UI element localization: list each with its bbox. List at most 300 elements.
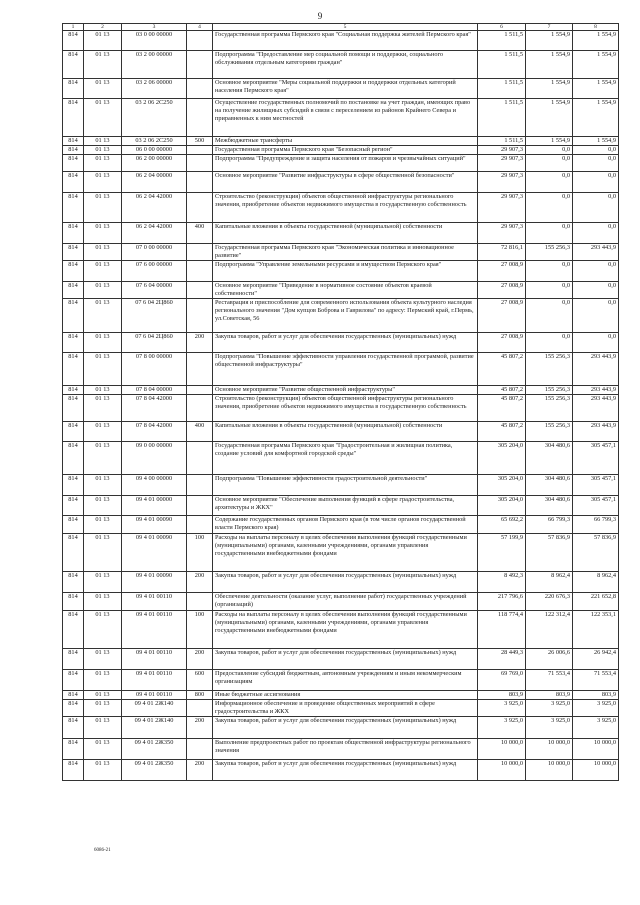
cell-name: Закупка товаров, работ и услуг для обеспечения государственных (муниципальных) нужд	[213, 649, 478, 670]
cell-target-article: 07 8 00 00000	[122, 353, 187, 386]
cell-target-article: 09 4 01 2Ж350	[122, 739, 187, 760]
cell-amount-year3: 71 553,4	[573, 670, 619, 691]
cell-amount-year3: 293 443,9	[573, 244, 619, 261]
cell-amount-year2: 304 480,6	[526, 475, 573, 496]
table-row	[63, 386, 619, 395]
cell-amount-year2: 0,0	[526, 299, 573, 333]
cell-target-article: 07 6 04 00000	[122, 282, 187, 299]
cell-department: 814	[63, 333, 84, 353]
cell-name: Закупка товаров, работ и услуг для обеспечения государственных (муниципальных) нужд	[213, 333, 478, 353]
cell-amount-year2: 1 554,9	[526, 51, 573, 79]
table-row	[63, 739, 619, 760]
cell-department: 814	[63, 516, 84, 534]
cell-amount-year1: 1 511,5	[478, 31, 526, 51]
table-row	[63, 261, 619, 282]
cell-department: 814	[63, 299, 84, 333]
cell-name: Основное мероприятие "Обеспечение выполнения функций в сфере градостроительства, архитектуры и ЖКХ"	[213, 496, 478, 516]
cell-amount-year1: 1 511,5	[478, 51, 526, 79]
table-row	[63, 146, 619, 155]
cell-department: 814	[63, 593, 84, 611]
cell-department: 814	[63, 244, 84, 261]
cell-target-article: 07 6 04 2Ц860	[122, 299, 187, 333]
table-row	[63, 223, 619, 244]
cell-expense-type	[187, 739, 213, 760]
cell-name: Государственная программа Пермского края "Градостроительная и жилищная политика, создание условий для комфортной городской среды"	[213, 442, 478, 475]
cell-name: Расходы на выплаты персоналу в целях обеспечения выполнения функций государственными (муниципальными) органами, казенными учреждениями, органами управления государственными внебюджетными фондами	[213, 611, 478, 649]
cell-name: Основное мероприятие "Приведение в нормативное состояние объектов краевой собственности"	[213, 282, 478, 299]
table-row	[63, 422, 619, 442]
cell-name: Расходы на выплаты персоналу в целях обеспечения выполнения функций государственными (муниципальными) органами, казенными учреждениями, органами управления государственными внебюджетными фондами	[213, 534, 478, 572]
cell-expense-type	[187, 700, 213, 717]
cell-amount-year1: 305 204,0	[478, 496, 526, 516]
cell-expense-type	[187, 282, 213, 299]
cell-section: 01 13	[84, 496, 122, 516]
table-row	[63, 593, 619, 611]
cell-expense-type	[187, 146, 213, 155]
cell-expense-type	[187, 442, 213, 475]
cell-amount-year2: 0,0	[526, 172, 573, 193]
cell-name: Иные бюджетные ассигнования	[213, 691, 478, 700]
cell-amount-year1: 27 008,9	[478, 282, 526, 299]
cell-expense-type: 800	[187, 691, 213, 700]
cell-section: 01 13	[84, 137, 122, 146]
cell-amount-year3: 122 353,1	[573, 611, 619, 649]
cell-section: 01 13	[84, 649, 122, 670]
table-row	[63, 691, 619, 700]
page-number: 9	[317, 11, 323, 21]
cell-amount-year1: 3 925,0	[478, 700, 526, 717]
table-row	[63, 155, 619, 172]
table-row	[63, 670, 619, 691]
cell-amount-year1: 10 000,0	[478, 760, 526, 781]
cell-name: Подпрограмма "Повышение эффективности градостроительной деятельности"	[213, 475, 478, 496]
cell-amount-year2: 220 676,3	[526, 593, 573, 611]
cell-section: 01 13	[84, 146, 122, 155]
cell-section: 01 13	[84, 395, 122, 422]
column-header: 1	[63, 24, 84, 31]
cell-target-article: 09 4 01 00110	[122, 593, 187, 611]
cell-expense-type: 500	[187, 137, 213, 146]
cell-amount-year3: 0,0	[573, 333, 619, 353]
cell-target-article: 09 0 00 00000	[122, 442, 187, 475]
cell-section: 01 13	[84, 299, 122, 333]
cell-amount-year1: 45 807,2	[478, 386, 526, 395]
cell-section: 01 13	[84, 193, 122, 223]
cell-section: 01 13	[84, 572, 122, 593]
cell-target-article: 06 0 00 00000	[122, 146, 187, 155]
cell-section: 01 13	[84, 353, 122, 386]
cell-name: Выполнение предпроектных работ по проектам общественной инфраструктуры регионального значения	[213, 739, 478, 760]
cell-amount-year3: 0,0	[573, 193, 619, 223]
cell-name: Закупка товаров, работ и услуг для обеспечения государственных (муниципальных) нужд	[213, 572, 478, 593]
cell-section: 01 13	[84, 611, 122, 649]
cell-section: 01 13	[84, 155, 122, 172]
cell-amount-year2: 71 553,4	[526, 670, 573, 691]
table-row	[63, 717, 619, 739]
cell-target-article: 03 0 00 00000	[122, 31, 187, 51]
table-row	[63, 700, 619, 717]
cell-amount-year3: 10 000,0	[573, 760, 619, 781]
cell-name: Основное мероприятие "Развитие инфраструктуры в сфере общественной безопасности"	[213, 172, 478, 193]
cell-amount-year1: 28 449,3	[478, 649, 526, 670]
cell-department: 814	[63, 137, 84, 146]
cell-amount-year1: 217 796,6	[478, 593, 526, 611]
cell-section: 01 13	[84, 475, 122, 496]
cell-amount-year1: 803,9	[478, 691, 526, 700]
cell-section: 01 13	[84, 223, 122, 244]
cell-expense-type	[187, 475, 213, 496]
cell-expense-type	[187, 99, 213, 137]
cell-department: 814	[63, 442, 84, 475]
cell-amount-year2: 1 554,9	[526, 79, 573, 99]
cell-amount-year3: 0,0	[573, 282, 619, 299]
cell-amount-year2: 1 554,9	[526, 137, 573, 146]
cell-department: 814	[63, 700, 84, 717]
table-row	[63, 333, 619, 353]
cell-amount-year3: 305 457,1	[573, 496, 619, 516]
cell-target-article: 09 4 01 00110	[122, 691, 187, 700]
cell-section: 01 13	[84, 700, 122, 717]
table-row	[63, 353, 619, 386]
cell-department: 814	[63, 739, 84, 760]
cell-amount-year2: 26 006,6	[526, 649, 573, 670]
cell-target-article: 09 4 01 2Ж140	[122, 700, 187, 717]
cell-name: Межбюджетные трансферты	[213, 137, 478, 146]
cell-section: 01 13	[84, 282, 122, 299]
cell-section: 01 13	[84, 717, 122, 739]
cell-amount-year2: 803,9	[526, 691, 573, 700]
cell-expense-type	[187, 395, 213, 422]
table-row	[63, 282, 619, 299]
cell-name: Государственная программа Пермского края "Экономическая политика и инновационное развитие"	[213, 244, 478, 261]
cell-name: Содержание государственных органов Пермского края (в том числе органов государственной власти Пермского края)	[213, 516, 478, 534]
cell-section: 01 13	[84, 244, 122, 261]
cell-department: 814	[63, 353, 84, 386]
cell-target-article: 03 2 06 00000	[122, 79, 187, 99]
cell-target-article: 07 6 04 2Ц860	[122, 333, 187, 353]
cell-section: 01 13	[84, 593, 122, 611]
cell-expense-type	[187, 353, 213, 386]
cell-department: 814	[63, 99, 84, 137]
cell-expense-type	[187, 31, 213, 51]
cell-department: 814	[63, 670, 84, 691]
cell-amount-year3: 305 457,1	[573, 442, 619, 475]
cell-amount-year1: 57 199,9	[478, 534, 526, 572]
cell-target-article: 09 4 01 2Ж350	[122, 760, 187, 781]
table-row	[63, 649, 619, 670]
cell-name: Подпрограмма "Предупреждение и защита населения от пожаров и чрезвычайных ситуаций"	[213, 155, 478, 172]
cell-department: 814	[63, 496, 84, 516]
column-header: 3	[122, 24, 187, 31]
cell-expense-type	[187, 386, 213, 395]
cell-expense-type	[187, 51, 213, 79]
cell-amount-year1: 65 692,2	[478, 516, 526, 534]
column-header: 6	[478, 24, 526, 31]
table-row	[63, 193, 619, 223]
table-row	[63, 395, 619, 422]
cell-target-article: 07 8 04 42000	[122, 395, 187, 422]
cell-name: Подпрограмма "Предоставление мер социальной помощи и поддержки, социального обслуживания отдельным категориям граждан"	[213, 51, 478, 79]
cell-section: 01 13	[84, 386, 122, 395]
cell-department: 814	[63, 172, 84, 193]
column-header: 7	[526, 24, 573, 31]
cell-name: Основное мероприятие "Меры социальной поддержки и поддержки отдельных категорий населения Пермского края"	[213, 79, 478, 99]
cell-department: 814	[63, 611, 84, 649]
table-row	[63, 172, 619, 193]
cell-amount-year1: 27 008,9	[478, 261, 526, 282]
cell-section: 01 13	[84, 79, 122, 99]
cell-section: 01 13	[84, 99, 122, 137]
table-row	[63, 99, 619, 137]
cell-target-article: 03 2 00 00000	[122, 51, 187, 79]
cell-amount-year3: 1 554,9	[573, 31, 619, 51]
cell-amount-year1: 305 204,0	[478, 442, 526, 475]
cell-expense-type: 200	[187, 649, 213, 670]
cell-amount-year2: 155 256,3	[526, 386, 573, 395]
cell-name: Строительство (реконструкция) объектов общественной инфраструктуры регионального значения, приобретение объектов недвижимого имущества в государственную собственность	[213, 395, 478, 422]
cell-name: Государственная программа Пермского края "Безопасный регион"	[213, 146, 478, 155]
cell-amount-year3: 803,9	[573, 691, 619, 700]
cell-target-article: 06 2 04 00000	[122, 172, 187, 193]
table-row	[63, 31, 619, 51]
cell-amount-year1: 305 204,0	[478, 475, 526, 496]
column-header: 2	[84, 24, 122, 31]
cell-amount-year2: 155 256,3	[526, 353, 573, 386]
cell-amount-year2: 0,0	[526, 155, 573, 172]
cell-target-article: 03 2 06 2С250	[122, 137, 187, 146]
cell-amount-year2: 304 480,6	[526, 496, 573, 516]
cell-target-article: 09 4 01 00090	[122, 516, 187, 534]
cell-department: 814	[63, 572, 84, 593]
cell-department: 814	[63, 422, 84, 442]
cell-section: 01 13	[84, 172, 122, 193]
cell-expense-type	[187, 155, 213, 172]
cell-expense-type	[187, 244, 213, 261]
cell-department: 814	[63, 193, 84, 223]
cell-amount-year1: 45 807,2	[478, 395, 526, 422]
cell-target-article: 07 8 04 00000	[122, 386, 187, 395]
cell-amount-year3: 10 000,0	[573, 739, 619, 760]
cell-department: 814	[63, 79, 84, 99]
cell-amount-year3: 1 554,9	[573, 137, 619, 146]
cell-amount-year2: 0,0	[526, 223, 573, 244]
cell-amount-year2: 66 799,3	[526, 516, 573, 534]
cell-department: 814	[63, 475, 84, 496]
cell-target-article: 09 4 01 00000	[122, 496, 187, 516]
cell-expense-type	[187, 193, 213, 223]
table-row	[63, 51, 619, 79]
cell-amount-year2: 0,0	[526, 333, 573, 353]
cell-department: 814	[63, 386, 84, 395]
cell-name: Государственная программа Пермского края "Социальная поддержка жителей Пермского края"	[213, 31, 478, 51]
cell-target-article: 07 6 00 00000	[122, 261, 187, 282]
cell-department: 814	[63, 146, 84, 155]
cell-department: 814	[63, 155, 84, 172]
cell-name: Реставрация и приспособление для современного использования объекта культурного наследия регионального значения "Дом купцов Боброва и Гаврилова" по адресу: Пермский край, г.Пермь, ул.Советская, 56	[213, 299, 478, 333]
cell-target-article: 03 2 06 2С250	[122, 99, 187, 137]
cell-amount-year1: 29 907,3	[478, 155, 526, 172]
cell-department: 814	[63, 223, 84, 244]
cell-amount-year1: 29 907,3	[478, 223, 526, 244]
cell-amount-year3: 0,0	[573, 261, 619, 282]
table-row	[63, 496, 619, 516]
cell-expense-type: 100	[187, 611, 213, 649]
table-row	[63, 299, 619, 333]
cell-amount-year3: 293 443,9	[573, 422, 619, 442]
cell-expense-type: 400	[187, 223, 213, 244]
cell-amount-year3: 1 554,9	[573, 79, 619, 99]
cell-expense-type	[187, 593, 213, 611]
cell-amount-year2: 0,0	[526, 146, 573, 155]
column-header: 4	[187, 24, 213, 31]
cell-target-article: 09 4 01 00110	[122, 611, 187, 649]
cell-amount-year1: 69 769,0	[478, 670, 526, 691]
cell-name: Подпрограмма "Повышение эффективности управления государственной программой, развитие общественной инфраструктуры"	[213, 353, 478, 386]
cell-amount-year3: 0,0	[573, 223, 619, 244]
cell-amount-year2: 8 962,4	[526, 572, 573, 593]
cell-name: Осуществление государственных полномочий по постановке на учет граждан, имеющих право на получение жилищных субсидий в связи с переселением из районов Крайнего Севера и приравненных к ним местностей	[213, 99, 478, 137]
cell-target-article: 09 4 01 2Ж140	[122, 717, 187, 739]
cell-expense-type	[187, 79, 213, 99]
cell-expense-type: 400	[187, 422, 213, 442]
cell-target-article: 09 4 01 00090	[122, 534, 187, 572]
cell-amount-year1: 27 008,9	[478, 333, 526, 353]
cell-section: 01 13	[84, 516, 122, 534]
table-row	[63, 534, 619, 572]
cell-amount-year3: 221 652,8	[573, 593, 619, 611]
cell-amount-year3: 0,0	[573, 299, 619, 333]
cell-amount-year2: 1 554,9	[526, 31, 573, 51]
cell-amount-year1: 29 907,3	[478, 146, 526, 155]
cell-department: 814	[63, 691, 84, 700]
table-row	[63, 572, 619, 593]
cell-department: 814	[63, 717, 84, 739]
cell-section: 01 13	[84, 691, 122, 700]
cell-amount-year2: 10 000,0	[526, 760, 573, 781]
cell-target-article: 09 4 00 00000	[122, 475, 187, 496]
cell-amount-year3: 0,0	[573, 146, 619, 155]
budget-table	[62, 23, 619, 781]
cell-department: 814	[63, 261, 84, 282]
cell-expense-type	[187, 516, 213, 534]
cell-target-article: 06 2 00 00000	[122, 155, 187, 172]
cell-amount-year1: 29 907,3	[478, 193, 526, 223]
cell-amount-year2: 57 836,9	[526, 534, 573, 572]
column-header: 5	[213, 24, 478, 31]
cell-amount-year3: 293 443,9	[573, 353, 619, 386]
table-row	[63, 611, 619, 649]
cell-section: 01 13	[84, 31, 122, 51]
cell-amount-year3: 293 443,9	[573, 395, 619, 422]
cell-amount-year2: 122 312,4	[526, 611, 573, 649]
cell-expense-type: 200	[187, 717, 213, 739]
cell-section: 01 13	[84, 670, 122, 691]
cell-department: 814	[63, 31, 84, 51]
cell-target-article: 07 8 04 42000	[122, 422, 187, 442]
table-row	[63, 516, 619, 534]
cell-section: 01 13	[84, 442, 122, 475]
cell-amount-year3: 1 554,9	[573, 99, 619, 137]
cell-section: 01 13	[84, 534, 122, 572]
table-row	[63, 760, 619, 781]
cell-amount-year1: 1 511,5	[478, 137, 526, 146]
table-row	[63, 79, 619, 99]
cell-section: 01 13	[84, 422, 122, 442]
cell-target-article: 09 4 01 00090	[122, 572, 187, 593]
cell-name: Обеспечение деятельности (оказание услуг, выполнение работ) государственных учреждений (организаций)	[213, 593, 478, 611]
cell-department: 814	[63, 760, 84, 781]
cell-amount-year2: 0,0	[526, 261, 573, 282]
cell-amount-year3: 3 925,0	[573, 717, 619, 739]
cell-section: 01 13	[84, 739, 122, 760]
cell-expense-type	[187, 261, 213, 282]
cell-amount-year2: 0,0	[526, 193, 573, 223]
cell-amount-year2: 1 554,9	[526, 99, 573, 137]
cell-amount-year3: 293 443,9	[573, 386, 619, 395]
cell-department: 814	[63, 51, 84, 79]
table-row	[63, 475, 619, 496]
cell-amount-year3: 66 799,3	[573, 516, 619, 534]
cell-expense-type: 200	[187, 760, 213, 781]
cell-amount-year2: 155 256,3	[526, 422, 573, 442]
cell-amount-year1: 3 925,0	[478, 717, 526, 739]
cell-target-article: 09 4 01 00110	[122, 670, 187, 691]
cell-amount-year3: 0,0	[573, 155, 619, 172]
column-number-row	[63, 24, 619, 31]
cell-name: Подпрограмма "Управление земельными ресурсами и имуществом Пермского края"	[213, 261, 478, 282]
table-row	[63, 244, 619, 261]
cell-amount-year1: 72 816,1	[478, 244, 526, 261]
cell-amount-year3: 26 942,4	[573, 649, 619, 670]
cell-amount-year3: 305 457,1	[573, 475, 619, 496]
cell-section: 01 13	[84, 51, 122, 79]
cell-amount-year3: 1 554,9	[573, 51, 619, 79]
cell-amount-year2: 155 256,3	[526, 244, 573, 261]
cell-amount-year2: 304 480,6	[526, 442, 573, 475]
cell-department: 814	[63, 395, 84, 422]
cell-expense-type: 600	[187, 670, 213, 691]
cell-amount-year2: 10 000,0	[526, 739, 573, 760]
table-row	[63, 137, 619, 146]
cell-name: Капитальные вложения в объекты государственной (муниципальной) собственности	[213, 422, 478, 442]
cell-amount-year1: 45 807,2	[478, 353, 526, 386]
cell-amount-year2: 155 256,3	[526, 395, 573, 422]
cell-expense-type	[187, 496, 213, 516]
cell-amount-year3: 57 836,9	[573, 534, 619, 572]
cell-expense-type	[187, 172, 213, 193]
cell-expense-type: 200	[187, 572, 213, 593]
table-row	[63, 442, 619, 475]
cell-amount-year1: 1 511,5	[478, 99, 526, 137]
cell-target-article: 06 2 04 42000	[122, 193, 187, 223]
cell-section: 01 13	[84, 261, 122, 282]
cell-section: 01 13	[84, 333, 122, 353]
cell-amount-year1: 10 000,0	[478, 739, 526, 760]
cell-amount-year1: 29 907,3	[478, 172, 526, 193]
cell-amount-year3: 8 962,4	[573, 572, 619, 593]
cell-amount-year1: 8 492,3	[478, 572, 526, 593]
cell-name: Информационное обеспечение и проведение общественных мероприятий в сфере градостроительства и ЖКХ	[213, 700, 478, 717]
cell-expense-type: 200	[187, 333, 213, 353]
cell-expense-type: 100	[187, 534, 213, 572]
column-header: 8	[573, 24, 619, 31]
cell-name: Строительство (реконструкция) объектов общественной инфраструктуры регионального значения, приобретение объектов недвижимого имущества в государственную собственность	[213, 193, 478, 223]
cell-expense-type	[187, 299, 213, 333]
cell-department: 814	[63, 282, 84, 299]
cell-department: 814	[63, 649, 84, 670]
cell-target-article: 06 2 04 42000	[122, 223, 187, 244]
cell-name: Основное мероприятие "Развитие общественной инфраструктуры"	[213, 386, 478, 395]
